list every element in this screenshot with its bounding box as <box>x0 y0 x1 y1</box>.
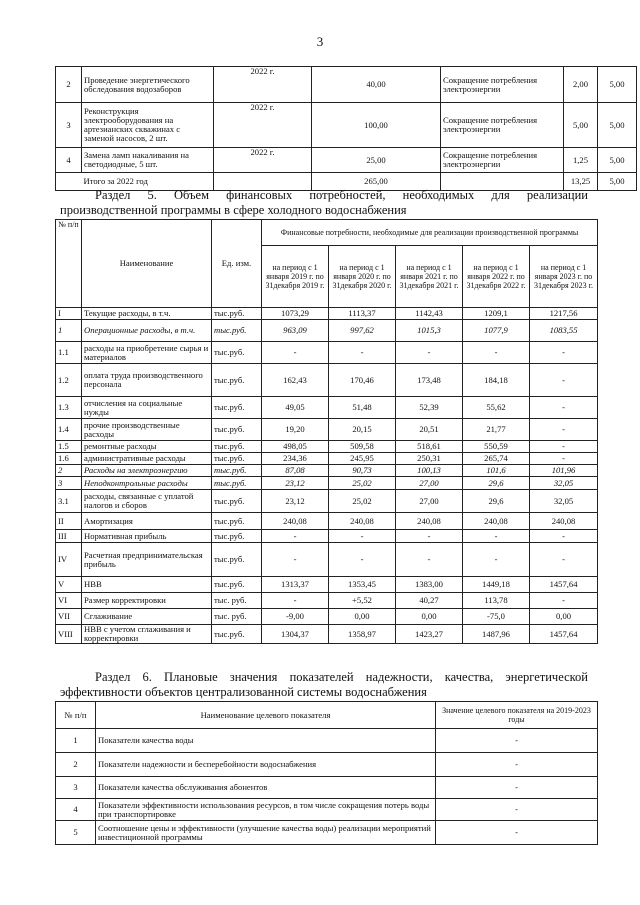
cell-v2: 5,00 <box>598 148 637 173</box>
cell-value: 29,6 <box>463 477 530 490</box>
header-name: Наименование <box>82 220 212 308</box>
cell-value: - <box>530 543 598 577</box>
table-row <box>56 609 598 625</box>
cell-no: 2 <box>56 753 96 777</box>
measures-table <box>55 66 637 191</box>
cell-no: 1 <box>56 320 82 342</box>
table-row <box>56 821 598 845</box>
cell-value: - <box>463 342 530 364</box>
cell-value: 23,12 <box>262 490 329 513</box>
cell-value: - <box>396 543 463 577</box>
cell-value: 1083,55 <box>530 320 598 342</box>
cell-no: 3 <box>56 777 96 799</box>
cell-value: - <box>262 342 329 364</box>
cell-value: 25,02 <box>329 490 396 513</box>
table-row <box>56 465 598 477</box>
cell-value: 265,74 <box>463 453 530 465</box>
cell-value: 51,48 <box>329 397 396 419</box>
financial-needs-table <box>55 219 598 644</box>
cell-unit: тыс.руб. <box>212 441 262 453</box>
cell-no: 2 <box>56 465 82 477</box>
table-row <box>56 753 598 777</box>
section6-heading: Раздел 6. Плановые значения показателей надежности, качества, энергетической эффективности объектов централизованной системы водоснабжения <box>60 670 588 699</box>
cell-no: I <box>56 308 82 320</box>
table-row <box>56 103 637 148</box>
cell-no: 1.4 <box>56 419 82 441</box>
cell-unit: тыс.руб. <box>212 543 262 577</box>
cell-unit: тыс. руб. <box>212 593 262 609</box>
cell-value: 550,59 <box>463 441 530 453</box>
cell-no: VII <box>56 609 82 625</box>
cell-value: - <box>530 364 598 397</box>
cell-effect: Сокращение потребления электроэнергии <box>441 103 564 148</box>
table-row <box>56 148 637 173</box>
cell-no: VI <box>56 593 82 609</box>
cell-value: - <box>436 753 598 777</box>
cell-unit: тыс.руб. <box>212 465 262 477</box>
cell-no: 5 <box>56 821 96 845</box>
table-row <box>56 419 598 441</box>
cell-value: 1457,64 <box>530 625 598 644</box>
cell-value: 21,77 <box>463 419 530 441</box>
cell-value: 101,6 <box>463 465 530 477</box>
cell-v2: 5,00 <box>598 103 637 148</box>
cell-no: 4 <box>56 148 82 173</box>
cell-value: - <box>530 397 598 419</box>
table-row <box>56 320 598 342</box>
cell-value: 1423,27 <box>396 625 463 644</box>
table-row <box>56 308 598 320</box>
cell-value: 1353,45 <box>329 577 396 593</box>
total-label: Итого за 2022 год <box>82 173 214 191</box>
table-row <box>56 453 598 465</box>
total-amount: 265,00 <box>312 173 441 191</box>
cell-name: Реконструкция электрооборудования на артезианских скважинах с заменой насосов, 2 шт. <box>82 103 214 148</box>
cell-value: 1142,43 <box>396 308 463 320</box>
cell-name: НВВ <box>82 577 212 593</box>
cell-value: -75,0 <box>463 609 530 625</box>
cell-unit: тыс.руб. <box>212 625 262 644</box>
cell-value: - <box>436 777 598 799</box>
cell-v2: 5,00 <box>598 67 637 103</box>
cell-v1: 2,00 <box>564 67 598 103</box>
cell-no: 4 <box>56 799 96 821</box>
cell-name: Замена ламп накаливания на светодиодные, 5 шт. <box>82 148 214 173</box>
cell-value: - <box>463 543 530 577</box>
cell-no: IV <box>56 543 82 577</box>
cell-value: - <box>530 530 598 543</box>
cell-no: III <box>56 530 82 543</box>
cell-value: 40,27 <box>396 593 463 609</box>
cell-unit: тыс.руб. <box>212 397 262 419</box>
cell-unit: тыс.руб. <box>212 453 262 465</box>
cell-value: - <box>530 342 598 364</box>
cell-v1: 1,25 <box>564 148 598 173</box>
cell-value: - <box>530 419 598 441</box>
cell-effect: Сокращение потребления электроэнергии <box>441 67 564 103</box>
cell-name: прочие производственные расходы <box>82 419 212 441</box>
cell-year: 2022 г. <box>214 103 312 148</box>
table-row <box>56 67 637 103</box>
indicators-table <box>55 701 598 845</box>
cell-unit: тыс.руб. <box>212 342 262 364</box>
cell-value: 1077,9 <box>463 320 530 342</box>
cell-value: - <box>329 543 396 577</box>
cell-name: Соотношение цены и эффективности (улучшение качества воды) реализации мероприятий инвестиционной программы <box>96 821 436 845</box>
total-v2: 5,00 <box>598 173 637 191</box>
cell-value: 1113,37 <box>329 308 396 320</box>
cell-name: Расходы на электроэнергию <box>82 465 212 477</box>
cell-value: - <box>436 799 598 821</box>
cell-value: 0,00 <box>329 609 396 625</box>
cell-value: 0,00 <box>530 609 598 625</box>
cell-value: 32,05 <box>530 477 598 490</box>
cell-year: 2022 г. <box>214 148 312 173</box>
cell-value: 19,20 <box>262 419 329 441</box>
cell-no: 2 <box>56 67 82 103</box>
cell-value: 1304,37 <box>262 625 329 644</box>
cell-effect: Сокращение потребления электроэнергии <box>441 148 564 173</box>
cell-unit: тыс.руб. <box>212 364 262 397</box>
cell-value: 234,36 <box>262 453 329 465</box>
cell-name: Размер корректировки <box>82 593 212 609</box>
cell-unit: тыс.руб. <box>212 320 262 342</box>
cell-value: 27,00 <box>396 490 463 513</box>
cell-value: - <box>530 453 598 465</box>
cell-amount: 100,00 <box>312 103 441 148</box>
table-row <box>56 441 598 453</box>
table-row <box>56 799 598 821</box>
cell-value: 55,62 <box>463 397 530 419</box>
header-name: Наименование целевого показателя <box>96 702 436 729</box>
cell-name: НВВ с учетом сглаживания и корректировки <box>82 625 212 644</box>
cell-value: 29,6 <box>463 490 530 513</box>
table-row <box>56 342 598 364</box>
table-row <box>56 364 598 397</box>
table-row <box>56 490 598 513</box>
cell-value: 1449,18 <box>463 577 530 593</box>
cell-value: 1209,1 <box>463 308 530 320</box>
cell-value: 1457,64 <box>530 577 598 593</box>
cell-unit: тыс.руб. <box>212 419 262 441</box>
table-row <box>56 397 598 419</box>
header-period: на период с 1 января 2022 г. по 31декабря 2022 г. <box>463 246 530 308</box>
cell-name: расходы на приобретение сырья и материалов <box>82 342 212 364</box>
cell-value: 113,78 <box>463 593 530 609</box>
cell-value: 1015,3 <box>396 320 463 342</box>
cell-year: 2022 г. <box>214 67 312 103</box>
cell-value: 250,31 <box>396 453 463 465</box>
cell-no: 1.6 <box>56 453 82 465</box>
cell-no: 1.5 <box>56 441 82 453</box>
cell-name: Показатели надежности и бесперебойности водоснабжения <box>96 753 436 777</box>
cell-value: 87,08 <box>262 465 329 477</box>
cell-value: 32,05 <box>530 490 598 513</box>
cell-value: 1383,00 <box>396 577 463 593</box>
cell-value: - <box>463 530 530 543</box>
cell-v1: 5,00 <box>564 103 598 148</box>
cell-value: 245,95 <box>329 453 396 465</box>
cell-no: 3 <box>56 103 82 148</box>
cell-value: 184,18 <box>463 364 530 397</box>
cell-value: - <box>530 593 598 609</box>
cell-name: Нормативная прибыль <box>82 530 212 543</box>
cell-value: 240,08 <box>530 513 598 530</box>
header-group: Финансовые потребности, необходимые для реализации производственной программы <box>262 220 598 246</box>
cell-value: - <box>396 530 463 543</box>
cell-value: 170,46 <box>329 364 396 397</box>
cell-name: административные расходы <box>82 453 212 465</box>
cell-name: оплата труда производственного персонала <box>82 364 212 397</box>
cell-value: 173,48 <box>396 364 463 397</box>
cell-value: - <box>530 441 598 453</box>
cell-value: 1487,96 <box>463 625 530 644</box>
cell-no: V <box>56 577 82 593</box>
cell-unit: тыс.руб. <box>212 577 262 593</box>
cell-value: 52,39 <box>396 397 463 419</box>
cell-value: 49,05 <box>262 397 329 419</box>
cell-no: II <box>56 513 82 530</box>
cell-unit: тыс.руб. <box>212 308 262 320</box>
cell-no: 1.2 <box>56 364 82 397</box>
cell-unit: тыс.руб. <box>212 490 262 513</box>
cell-value: - <box>436 821 598 845</box>
table-row <box>56 543 598 577</box>
header-unit: Ед. изм. <box>212 220 262 308</box>
cell-value: - <box>262 593 329 609</box>
cell-value: 27,00 <box>396 477 463 490</box>
cell-amount: 25,00 <box>312 148 441 173</box>
cell-name: Неподконтрольные расходы <box>82 477 212 490</box>
cell-value: 1073,29 <box>262 308 329 320</box>
cell-value: 162,43 <box>262 364 329 397</box>
cell-name: Показатели качества воды <box>96 729 436 753</box>
cell-value: - <box>262 543 329 577</box>
cell-value: - <box>436 729 598 753</box>
section5-heading: Раздел 5. Объем финансовых потребностей, необходимых для реализации производственной программы в сфере холодного водоснабжения <box>60 188 588 217</box>
page-number: 3 <box>316 34 324 49</box>
cell-value: 509,58 <box>329 441 396 453</box>
table-row <box>56 593 598 609</box>
table-row <box>56 477 598 490</box>
cell-no: 3 <box>56 477 82 490</box>
cell-value: 20,15 <box>329 419 396 441</box>
header-period: на период с 1 января 2019 г. по 31декабря 2019 г. <box>262 246 329 308</box>
cell-value: 0,00 <box>396 609 463 625</box>
cell-value: -9,00 <box>262 609 329 625</box>
header-value: Значение целевого показателя на 2019-2023 годы <box>436 702 598 729</box>
total-v1: 13,25 <box>564 173 598 191</box>
cell-name: Операционные расходы, в т.ч. <box>82 320 212 342</box>
table-row <box>56 625 598 644</box>
cell-value: 240,08 <box>262 513 329 530</box>
cell-name: отчисления на социальные нужды <box>82 397 212 419</box>
cell-value: 963,09 <box>262 320 329 342</box>
cell-name: Расчетная предпринимательская прибыль <box>82 543 212 577</box>
cell-no: 1.3 <box>56 397 82 419</box>
cell-value: 1358,97 <box>329 625 396 644</box>
cell-value: 518,61 <box>396 441 463 453</box>
cell-value: 101,96 <box>530 465 598 477</box>
cell-unit: тыс.руб. <box>212 513 262 530</box>
header-no: № п/п <box>56 220 82 308</box>
cell-value: 20,51 <box>396 419 463 441</box>
cell-value: 240,08 <box>329 513 396 530</box>
cell-value: 997,62 <box>329 320 396 342</box>
cell-name: Текущие расходы, в т.ч. <box>82 308 212 320</box>
cell-value: 240,08 <box>396 513 463 530</box>
cell-value: 240,08 <box>463 513 530 530</box>
header-period: на период с 1 января 2023 г. по 31декабря 2023 г. <box>530 246 598 308</box>
table-row <box>56 577 598 593</box>
cell-value: +5,52 <box>329 593 396 609</box>
cell-name: Амортизация <box>82 513 212 530</box>
table-row <box>56 513 598 530</box>
cell-value: - <box>262 530 329 543</box>
cell-no: VIII <box>56 625 82 644</box>
cell-name: Проведение энергетического обследования водозаборов <box>82 67 214 103</box>
header-period: на период с 1 января 2020 г. по 31декабря 2020 г. <box>329 246 396 308</box>
cell-name: ремонтные расходы <box>82 441 212 453</box>
cell-value: 23,12 <box>262 477 329 490</box>
table-row <box>56 530 598 543</box>
cell-name: расходы, связанные с уплатой налогов и сборов <box>82 490 212 513</box>
cell-value: 90,73 <box>329 465 396 477</box>
cell-name: Показатели качества обслуживания абонентов <box>96 777 436 799</box>
cell-value: - <box>329 530 396 543</box>
cell-unit: тыс.руб. <box>212 477 262 490</box>
cell-value: 1313,37 <box>262 577 329 593</box>
cell-name: Сглаживание <box>82 609 212 625</box>
cell-no: 1 <box>56 729 96 753</box>
cell-amount: 40,00 <box>312 67 441 103</box>
cell-no: 3.1 <box>56 490 82 513</box>
cell-unit: тыс. руб. <box>212 609 262 625</box>
cell-value: 25,02 <box>329 477 396 490</box>
header-period: на период с 1 января 2021 г. по 31декабря 2021 г. <box>396 246 463 308</box>
table-row <box>56 729 598 753</box>
cell-value: - <box>396 342 463 364</box>
header-no: № п/п <box>56 702 96 729</box>
cell-value: - <box>329 342 396 364</box>
cell-value: 100,13 <box>396 465 463 477</box>
cell-name: Показатели эффективности использования ресурсов, в том числе сокращения потерь воды при транспортировке <box>96 799 436 821</box>
cell-value: 1217,56 <box>530 308 598 320</box>
cell-no: 1.1 <box>56 342 82 364</box>
cell-unit: тыс.руб. <box>212 530 262 543</box>
table-row <box>56 777 598 799</box>
cell-value: 498,05 <box>262 441 329 453</box>
